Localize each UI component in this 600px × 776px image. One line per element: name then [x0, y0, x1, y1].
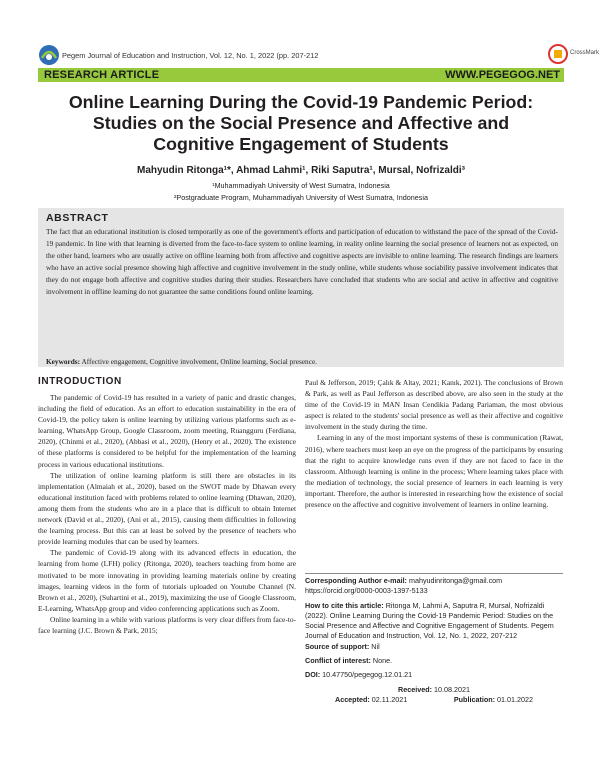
corr-label: Corresponding Author e-mail: [305, 576, 407, 585]
abstract-text: The fact that an educational institution is closed temporarily as one of the government's efforts and participation of education to withstand the pace of the spread of the Covid-19 pandemic. In line with that learning is diverted from the face-to-face system to online learning, in reality online learning the social presence of learners not as expected, on the other hand, learners who are usually active on offline learning both from affective and cognitive aspects are invisible to online learning. The research findings are learners who have an active social presence showing high affective and cognitive involvement in the study online, while students whose sociability passive involvement indicates that they do not engage both affective and cognitive studies during their studies. Researchers have concluded that students who are social and active in affective and cognitive involvement in offline learning do not guarantee the same conditions found online learning. [46, 227, 558, 297]
title-line: Studies on the Social Presence and Affective and [92, 113, 510, 133]
journal-website-link[interactable]: WWW.PEGEGOG.NET [445, 69, 560, 81]
paragraph: Learning in any of the most important systems of these is communication (Rawat, 2016), where teachers must keep an eye on the progress of the participants by ensuring that the right to acquire knowledge runs even if they are not faced to face in the classroom. Although learning is online in the process; Where learning takes place with the mediation of technology, the social presence of learners in each learning is very important. Therefore, the author is interested in researching how the existence of social presence on the affective and cognitive involvement of learners in online learning. [305, 433, 563, 510]
cite-label: How to cite this article: [305, 600, 384, 610]
right-column [305, 377, 563, 510]
paragraph: Paul & Jefferson, 2019; Çalık & Altay, 2021; Kanık, 2021). The conclusions of Brown & Park, as well as Paul Jefferson as described above, are also seen in the study at the time of the Covid-19 in MAN Insan Cendikia Padang Pariaman, the most obvious aspect is related to the students' social presence as well as their affective and cognitive involvement in the study during the time. [305, 378, 563, 432]
support-label: Source of support: [305, 641, 370, 651]
cite-value: Ritonga M, Lahmi A, Saputra R, Mursal, Nofrizaldi (2022). Online Learning During the Covid-19 Pandemic Period: Studies on the Social Presence and Affective and Cognitive Engagement of Students. Pegem Journal of Education and Instruction, Vol. 12, No. 1, 2022, 207-212 [305, 600, 554, 641]
orcid-link[interactable]: https://orcid.org/0000-0003-1397-5133 [305, 586, 428, 596]
keywords [46, 357, 558, 367]
publication-date: 01.01.2022 [497, 694, 533, 704]
divider [305, 573, 563, 574]
article-title [40, 92, 562, 155]
keywords-label: Keywords: [46, 357, 81, 366]
paragraph: The pandemic of Covid-19 along with its advanced effects in education, the learning from home (LFH) policy (Ritonga, 2020), teachers teaching from home are motivated to be more innovating in providing learning materials online by creating images, learning videos in the form of tutorials uploaded on Youtube Channel (N. Brown et al., 2020), (Suhartini et al., 2019), maximizing the use of Google Classroom, E-Learning, WhatsApp group and video conferencing applications such as Zoom. [38, 548, 296, 613]
keywords-value: Affective engagement, Cognitive involvement, Online learning, Social presence. [81, 357, 318, 366]
conflict-label: Conflict of interest: [305, 656, 371, 666]
journal-citation-line: Pegem Journal of Education and Instruction, Vol. 12, No. 1, 2022 (pp. 207-212 [62, 51, 319, 60]
author-list: Mahyudin Ritonga¹*, Ahmad Lahmi¹, Riki Saputra¹, Mursal, Nofrizaldi³ [137, 165, 465, 176]
doi-link[interactable]: 10.47750/pegegog.12.01.21 [322, 670, 413, 680]
paragraph: The pandemic of Covid-19 has resulted in a variety of panic and drastic changes, including the field of education. As an effort to education sustainability in the era of Covid-19, the policy taken is online learning by utilizing various platforms such as e-learning, WhatsApp Group, Google Classroom, zoom meeting, Ruangguru (Ferdiana, 2020), (Chinmi et al., 2020), (Abbasi et al., 2020), (Henry et al., 2020). The existence of these platforms is considered to be helpful for the implementation of the learning process in various educational institutions. [38, 393, 296, 469]
affiliation-2: ²Postgraduate Program, Muhammadiyah University of West Sumatra, Indonesia [174, 193, 428, 202]
article-metadata [305, 576, 563, 705]
accepted-label: Accepted: [335, 694, 370, 704]
title-line: Cognitive Engagement of Students [153, 134, 449, 154]
title-line: Online Learning During the Covid-19 Pandemic Period: [68, 92, 534, 112]
received-date: 10.08.2021 [433, 684, 470, 694]
paragraph: Online learning in a while with various platforms is very clear differs from face-to-face learning (J.C. Brown & Park, 2015; [38, 614, 296, 635]
support-value: Nil [371, 641, 380, 651]
left-column [38, 392, 296, 636]
received-label: Received: [398, 684, 432, 694]
paragraph: The utilization of online learning platform is still there are obstacles in its implementation (Almaiah et al., 2020), based on the SWOT made by Dhawan every educational institution faced with problems related to online learning (Dhawan, 2020), among them from the students who are in a place that is difficult to obtain Internet network (David et al., 2020), (Ani et al., 2015), causing them difficulties in following the learning process. But this can at least be solved by the presence of teachers who provide learning modules that can be used by learners. [38, 470, 296, 547]
abstract-heading: ABSTRACT [46, 212, 109, 224]
introduction-heading: INTRODUCTION [38, 376, 122, 387]
conflict-value: None. [372, 656, 393, 666]
article-type-label: RESEARCH ARTICLE [44, 69, 160, 81]
crossmark-label: CrossMark [570, 50, 600, 56]
publication-label: Publication: [453, 694, 496, 704]
corr-email-link[interactable]: mahyudinritonga@gmail.com [408, 576, 503, 585]
affiliation-1: ¹Muhammadiyah University of West Sumatra, Indonesia [212, 181, 390, 190]
pegem-logo-icon [38, 44, 60, 66]
crossmark-icon[interactable] [548, 44, 568, 64]
doi-label: DOI: [305, 670, 321, 680]
accepted-date: 02.11.2021 [371, 694, 408, 704]
